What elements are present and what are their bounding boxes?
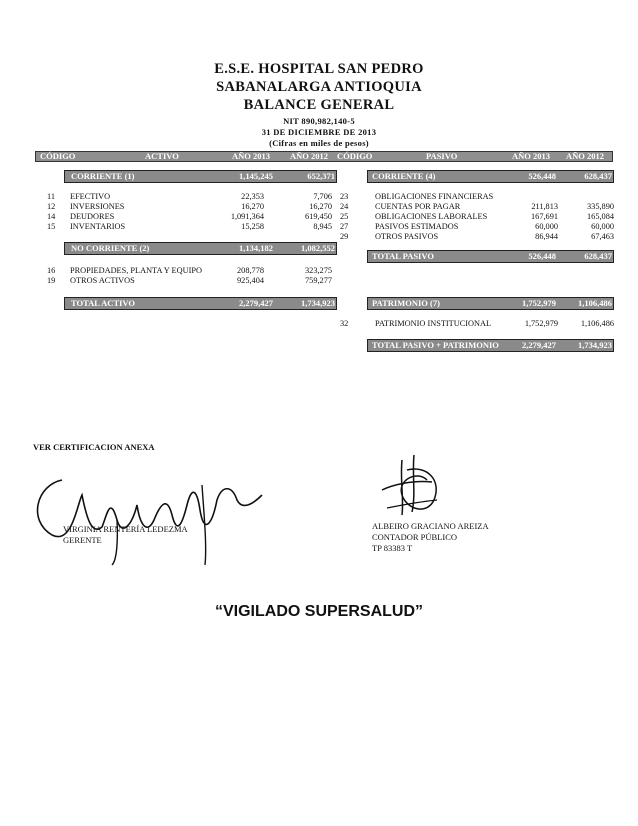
patrimonio-2013: 1,752,979 [522, 298, 556, 308]
patrimonio-2012: 1,106,486 [578, 298, 612, 308]
left-signer-role: GERENTE [63, 535, 102, 545]
right-signer-role: CONTADOR PÚBLICO [372, 532, 458, 542]
total-activo-2013: 2,279,427 [239, 298, 273, 308]
pasivo-row-24: 24 CUENTAS POR PAGAR 211,813 335,890 [340, 202, 614, 211]
pasivo-corriente-2012: 628,437 [584, 171, 612, 181]
patrimonio-label: PATRIMONIO (7) [372, 298, 440, 308]
patrimonio-bar [367, 297, 614, 310]
activo-row-15: 15 INVENTARIOS 15,258 8,945 [47, 222, 332, 231]
cert-note: VER CERTIFICACION ANEXA [33, 442, 155, 452]
header-left-code: CÓDIGO [40, 151, 76, 161]
activo-row-19: 19 OTROS ACTIVOS 925,404 759,277 [47, 276, 332, 285]
total-pasivo-bar [367, 250, 614, 263]
activo-corriente-label: CORRIENTE (1) [71, 171, 135, 181]
total-pp-2012: 1,734,923 [578, 340, 612, 350]
nit: NIT 890,982,140-5 [283, 116, 355, 126]
location: SABANALARGA ANTIOQUIA [216, 79, 422, 95]
pasivo-corriente-2013: 526,448 [528, 171, 556, 181]
hospital-name: E.S.E. HOSPITAL SAN PEDRO [214, 61, 424, 77]
pasivo-row-32: 32 PATRIMONIO INSTITUCIONAL 1,752,979 1,106,486 [340, 319, 614, 328]
signature-right [372, 450, 452, 520]
pasivo-row-23: 23 OBLIGACIONES FINANCIERAS [340, 192, 494, 201]
total-pp-2013: 2,279,427 [522, 340, 556, 350]
pasivo-row-25: 25 OBLIGACIONES LABORALES 167,691 165,084 [340, 212, 614, 221]
activo-row-14: 14 DEUDORES 1,091,364 619,450 [47, 212, 332, 221]
activo-no-corriente-2013: 1,134,182 [239, 243, 273, 253]
header-right-code: CÓDIGO [337, 151, 373, 161]
total-pasivo-label: TOTAL PASIVO [372, 251, 434, 261]
total-activo-label: TOTAL ACTIVO [71, 298, 135, 308]
activo-row-16: 16 PROPIEDADES, PLANTA Y EQUIPO 208,778 323,275 [47, 266, 332, 275]
activo-no-corriente-2012: 1,082,552 [301, 243, 335, 253]
header-activo: ACTIVO [145, 151, 179, 161]
header-left-y2012: AÑO 2012 [290, 151, 329, 161]
report-date: 31 DE DICIEMBRE DE 2013 [261, 127, 377, 137]
activo-no-corriente-bar [64, 242, 337, 255]
total-activo-2012: 1,734,923 [301, 298, 335, 308]
total-pasivo-patrimonio-bar [367, 339, 614, 352]
vigilado-supersalud: “VIGILADO SUPERSALUD” [214, 603, 423, 620]
pasivo-row-29: 29 OTROS PASIVOS 86,944 67,463 [340, 232, 614, 241]
right-signer-name: ALBEIRO GRACIANO AREIZA [372, 521, 489, 531]
pasivo-row-27: 27 PASIVOS ESTIMADOS 60,000 60,000 [340, 222, 614, 231]
activo-row-12: 12 INVERSIONES 16,270 16,270 [47, 202, 332, 211]
total-pasivo-2012: 628,437 [584, 251, 612, 261]
units-note: (Cifras en miles de pesos) [269, 138, 369, 148]
activo-corriente-bar [64, 170, 337, 183]
pasivo-corriente-label: CORRIENTE (4) [372, 171, 436, 181]
header-left-y2013: AÑO 2013 [232, 151, 271, 161]
signature-left [22, 465, 272, 570]
right-signer-tp: TP 83383 T [372, 543, 413, 553]
total-pasivo-2013: 526,448 [528, 251, 556, 261]
activo-corriente-2012: 652,371 [307, 171, 335, 181]
document-title: BALANCE GENERAL [243, 97, 395, 113]
total-pp-label: TOTAL PASIVO + PATRIMONIO [372, 340, 499, 350]
header-right-y2013: AÑO 2013 [512, 151, 551, 161]
activo-no-corriente-label: NO CORRIENTE (2) [71, 243, 150, 253]
total-activo-bar [64, 297, 337, 310]
header-right-y2012: AÑO 2012 [566, 151, 605, 161]
header-pasivo: PASIVO [426, 151, 458, 161]
left-signer-name: VIRGINIA RENTERÍA LEDEZMA [63, 524, 188, 534]
activo-corriente-2013: 1,145,245 [239, 171, 273, 181]
activo-row-11: 11 EFECTIVO 22,353 7,706 [47, 192, 332, 201]
pasivo-corriente-bar [367, 170, 614, 183]
